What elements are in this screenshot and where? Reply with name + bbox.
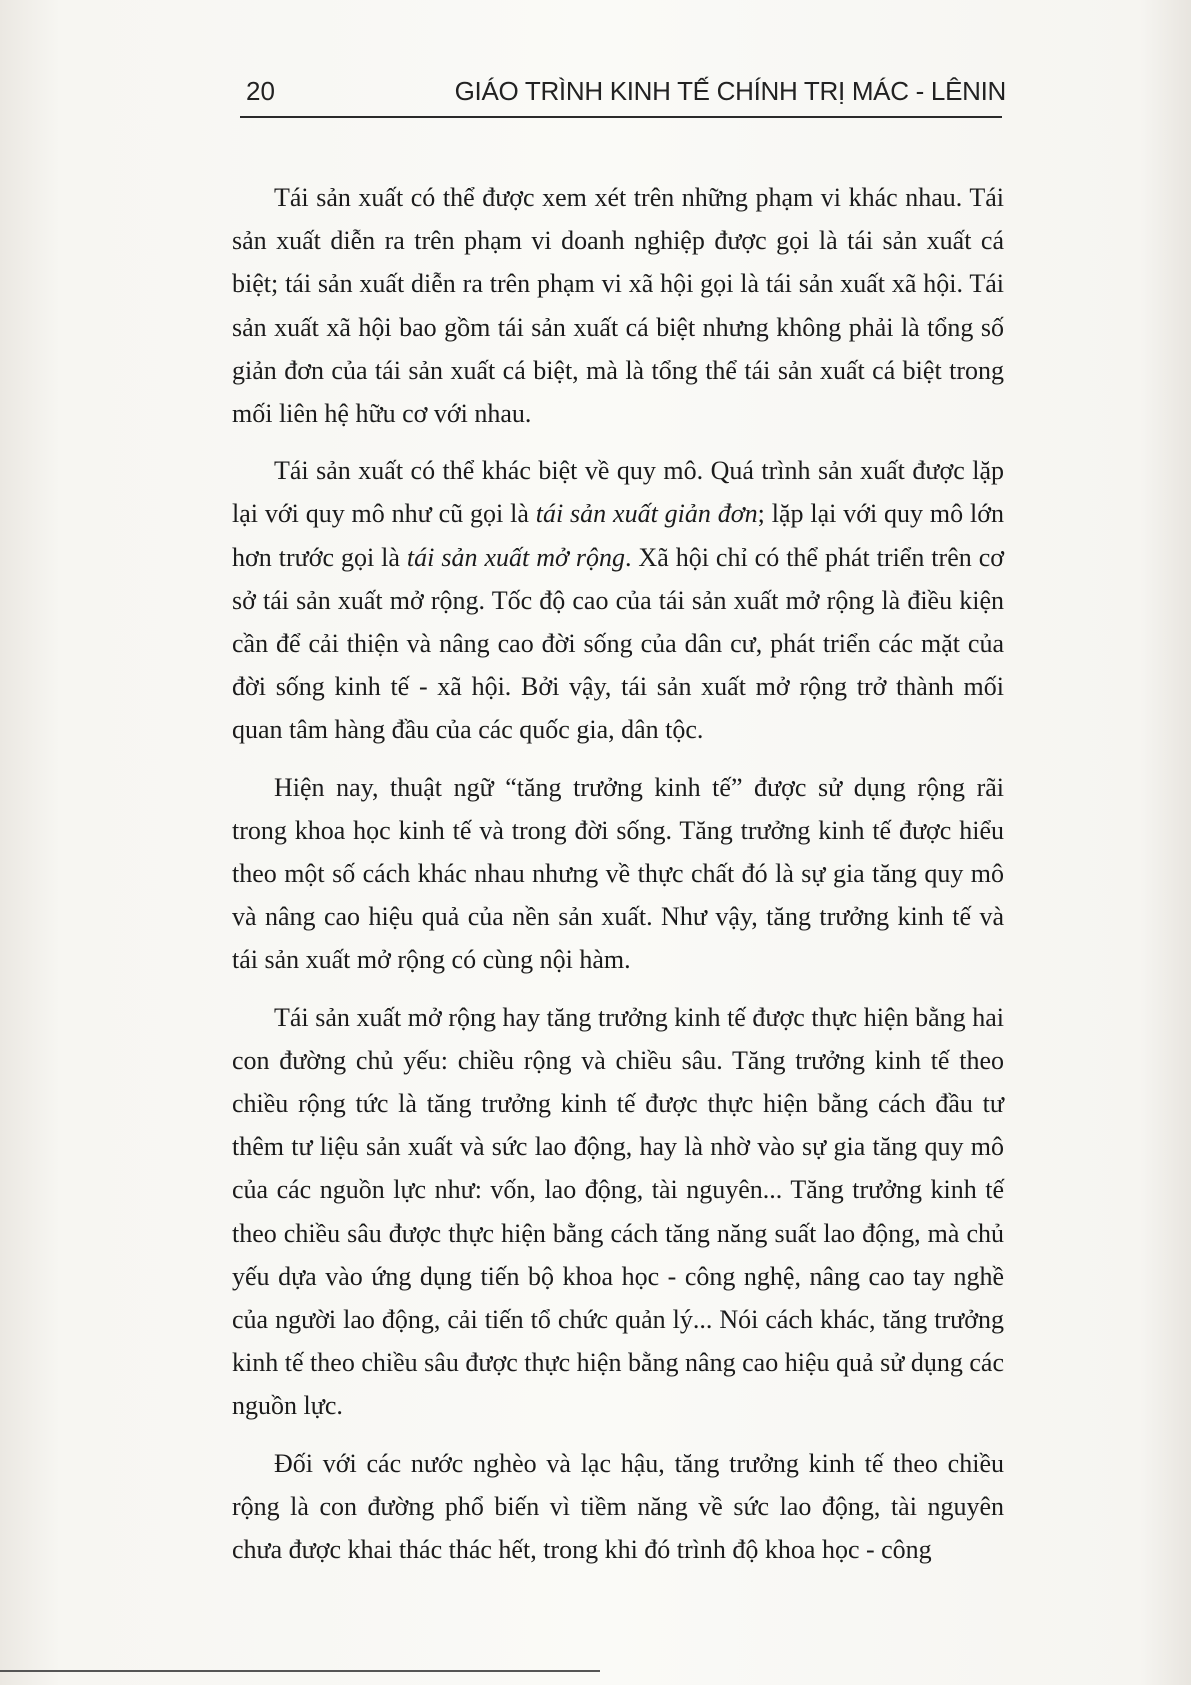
paragraph-1: Tái sản xuất có thể được xem xét trên những phạm vi khác nhau. Tái sản xuất diễn ra trên phạm vi doanh nghiệp được gọi là tái sản xuất cá biệt; tái sản xuất diễn ra trên phạm vi xã hội gọi là tái sản xuất xã hội. Tái sản xuất xã hội bao gồm tái sản xuất cá biệt nhưng không phải là tổng số giản đơn của tái sản xuất cá biệt, mà là tổng thể tái sản xuất cá biệt trong mối liên hệ hữu cơ với nhau. bbox=[232, 183, 1004, 429]
paragraph-2-part-2: ; lặp lại với quy mô lớn hơn trước gọi là bbox=[232, 499, 1004, 572]
term-simple-reproduction: tái sản xuất giản đơn bbox=[535, 499, 758, 529]
paragraph-3: Hiện nay, thuật ngữ “tăng trưởng kinh tế” được sử dụng rộng rãi trong khoa học kinh tế và trong đời sống. Tăng trưởng kinh tế được hiểu theo một số cách khác nhau nhưng về thực chất đó là sự gia tăng quy mô và nâng cao hiệu quả của nền sản xuất. Như vậy, tăng trưởng kinh tế và tái sản xuất mở rộng có cùng nội hàm. bbox=[232, 772, 1004, 975]
running-title: GIÁO TRÌNH KINH TẾ CHÍNH TRỊ MÁC - LÊNIN bbox=[454, 76, 1006, 106]
header-rule bbox=[240, 116, 1002, 118]
paragraph-2 bbox=[232, 449, 1004, 751]
page-number: 20 bbox=[246, 76, 275, 106]
paragraph-4: Tái sản xuất mở rộng hay tăng trưởng kinh tế được thực hiện bằng hai con đường chủ yếu: chiều rộng và chiều sâu. Tăng trưởng kinh tế theo chiều rộng tức là tăng trưởng kinh tế được thực hiện bằng cách đầu tư thêm tư liệu sản xuất và sức lao động, hay là nhờ vào sự gia tăng quy mô của các nguồn lực như: vốn, lao động, tài nguyên... Tăng trưởng kinh tế theo chiều sâu được thực hiện bằng cách tăng năng suất lao động, mà chủ yếu dựa vào ứng dụng tiến bộ khoa học - công nghệ, nâng cao tay nghề của người lao động, cải tiến tổ chức quản lý... Nói cách khác, tăng trưởng kinh tế theo chiều sâu được thực hiện bằng nâng cao hiệu quả sử dụng các nguồn lực. bbox=[232, 1002, 1004, 1421]
paragraph-5: Đối với các nước nghèo và lạc hậu, tăng trưởng kinh tế theo chiều rộng là con đường phổ biến vì tiềm năng về sức lao động, tài nguyên chưa được khai thác thác hết, trong khi đó trình độ khoa học - công bbox=[232, 1448, 1004, 1565]
body-text bbox=[232, 176, 1004, 1571]
paragraph-2-part-1: Tái sản xuất có thể khác biệt về quy mô. Quá trình sản xuất được lặp lại với quy mô như cũ gọi là bbox=[232, 456, 1004, 529]
paragraph-2-part-3: . Xã hội chỉ có thể phát triển trên cơ sở tái sản xuất mở rộng. Tốc độ cao của tái sản xuất mở rộng là điều kiện cần để cải thiện và nâng cao đời sống của dân cư, phát triển các mặt của đời sống kinh tế - xã hội. Bởi vậy, tái sản xuất mở rộng trở thành mối quan tâm hàng đầu của các quốc gia, dân tộc. bbox=[232, 542, 1004, 745]
bottom-rule bbox=[0, 1670, 600, 1672]
term-expanded-reproduction: tái sản xuất mở rộng bbox=[406, 542, 625, 572]
